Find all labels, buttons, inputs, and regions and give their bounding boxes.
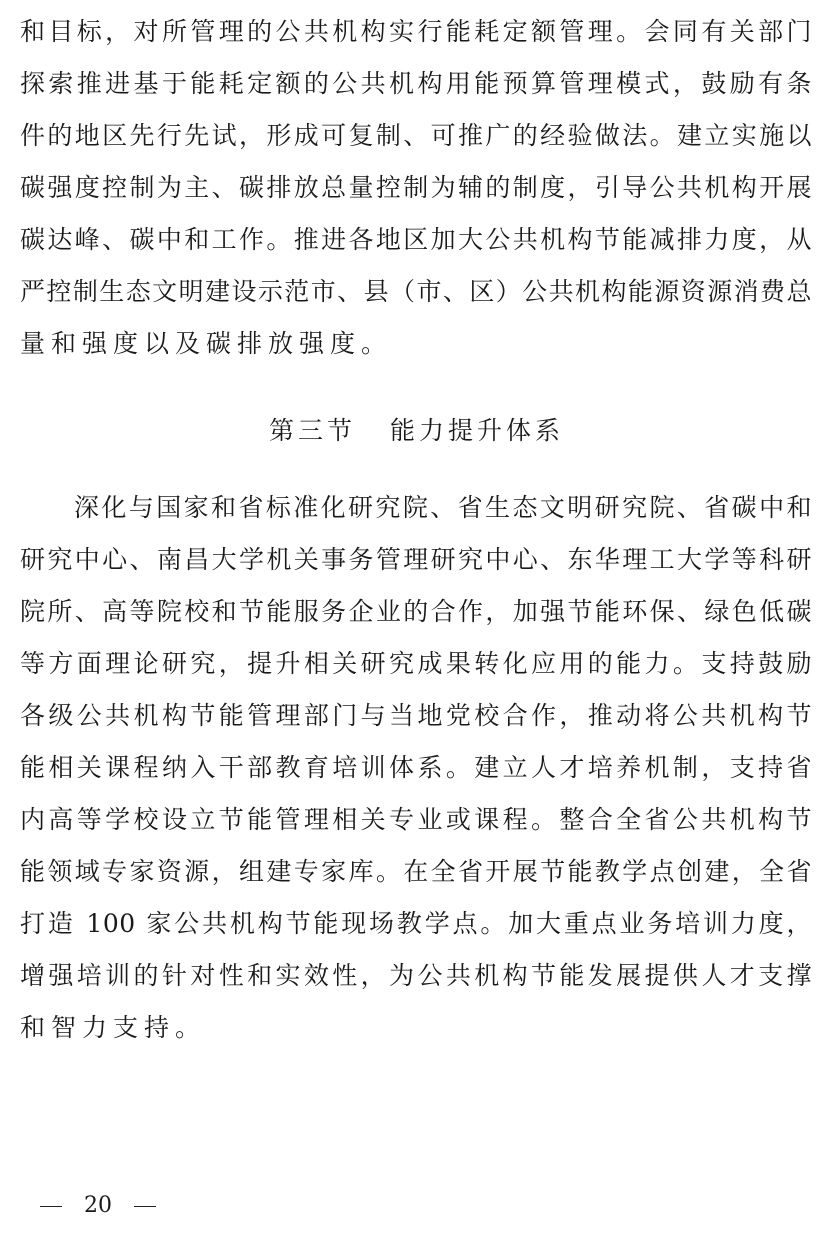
text-line: 碳强度控制为主、碳排放总量控制为辅的制度，引导公共机构开展 (20, 173, 812, 202)
text-line: 增强培训的针对性和实效性，为公共机构节能发展提供人才支撑 (20, 961, 812, 990)
text-line: 研究中心、南昌大学机关事务管理研究中心、东华理工大学等科研 (20, 545, 812, 574)
footer-dash-right (134, 1206, 156, 1207)
section-title: 能力提升体系 (390, 416, 565, 445)
text-line: 量和强度以及碳排放强度。 (20, 329, 393, 358)
page-number: 20 (84, 1193, 112, 1218)
text-line: 深化与国家和省标准化研究院、省生态文明研究院、省碳中和 (74, 493, 812, 522)
text-line: 件的地区先行先试，形成可复制、可推广的经验做法。建立实施以 (20, 121, 812, 150)
section-heading (0, 405, 833, 457)
text-line: 内高等学校设立节能管理相关专业或课程。整合全省公共机构节 (20, 805, 812, 834)
text-line: 和目标，对所管理的公共机构实行能耗定额管理。会同有关部门 (20, 17, 812, 46)
page-footer (40, 1186, 156, 1226)
text-line: 探索推进基于能耗定额的公共机构用能预算管理模式，鼓励有条 (20, 69, 812, 98)
section-number: 第三节 (268, 416, 356, 445)
text-line: 等方面理论研究，提升相关研究成果转化应用的能力。支持鼓励 (20, 649, 812, 678)
text-line: 能领域专家资源，组建专家库。在全省开展节能教学点创建，全省 (20, 857, 812, 886)
paragraph-energy-quota (20, 6, 812, 370)
text-line: 碳达峰、碳中和工作。推进各地区加大公共机构节能减排力度，从 (20, 225, 812, 254)
paragraph-capacity-building (20, 482, 812, 1054)
footer-dash-left (40, 1206, 62, 1207)
text-line: 和智力支持。 (20, 1013, 207, 1042)
text-line: 能相关课程纳入干部教育培训体系。建立人才培养机制，支持省 (20, 753, 812, 782)
text-line: 各级公共机构节能管理部门与当地党校合作，推动将公共机构节 (20, 701, 812, 730)
text-line: 院所、高等院校和节能服务企业的合作，加强节能环保、绿色低碳 (20, 597, 812, 626)
text-line: 严控制生态文明建设示范市、县（市、区）公共机构能源资源消费总 (20, 277, 812, 306)
text-line: 打造 100 家公共机构节能现场教学点。加大重点业务培训力度， (20, 909, 812, 938)
